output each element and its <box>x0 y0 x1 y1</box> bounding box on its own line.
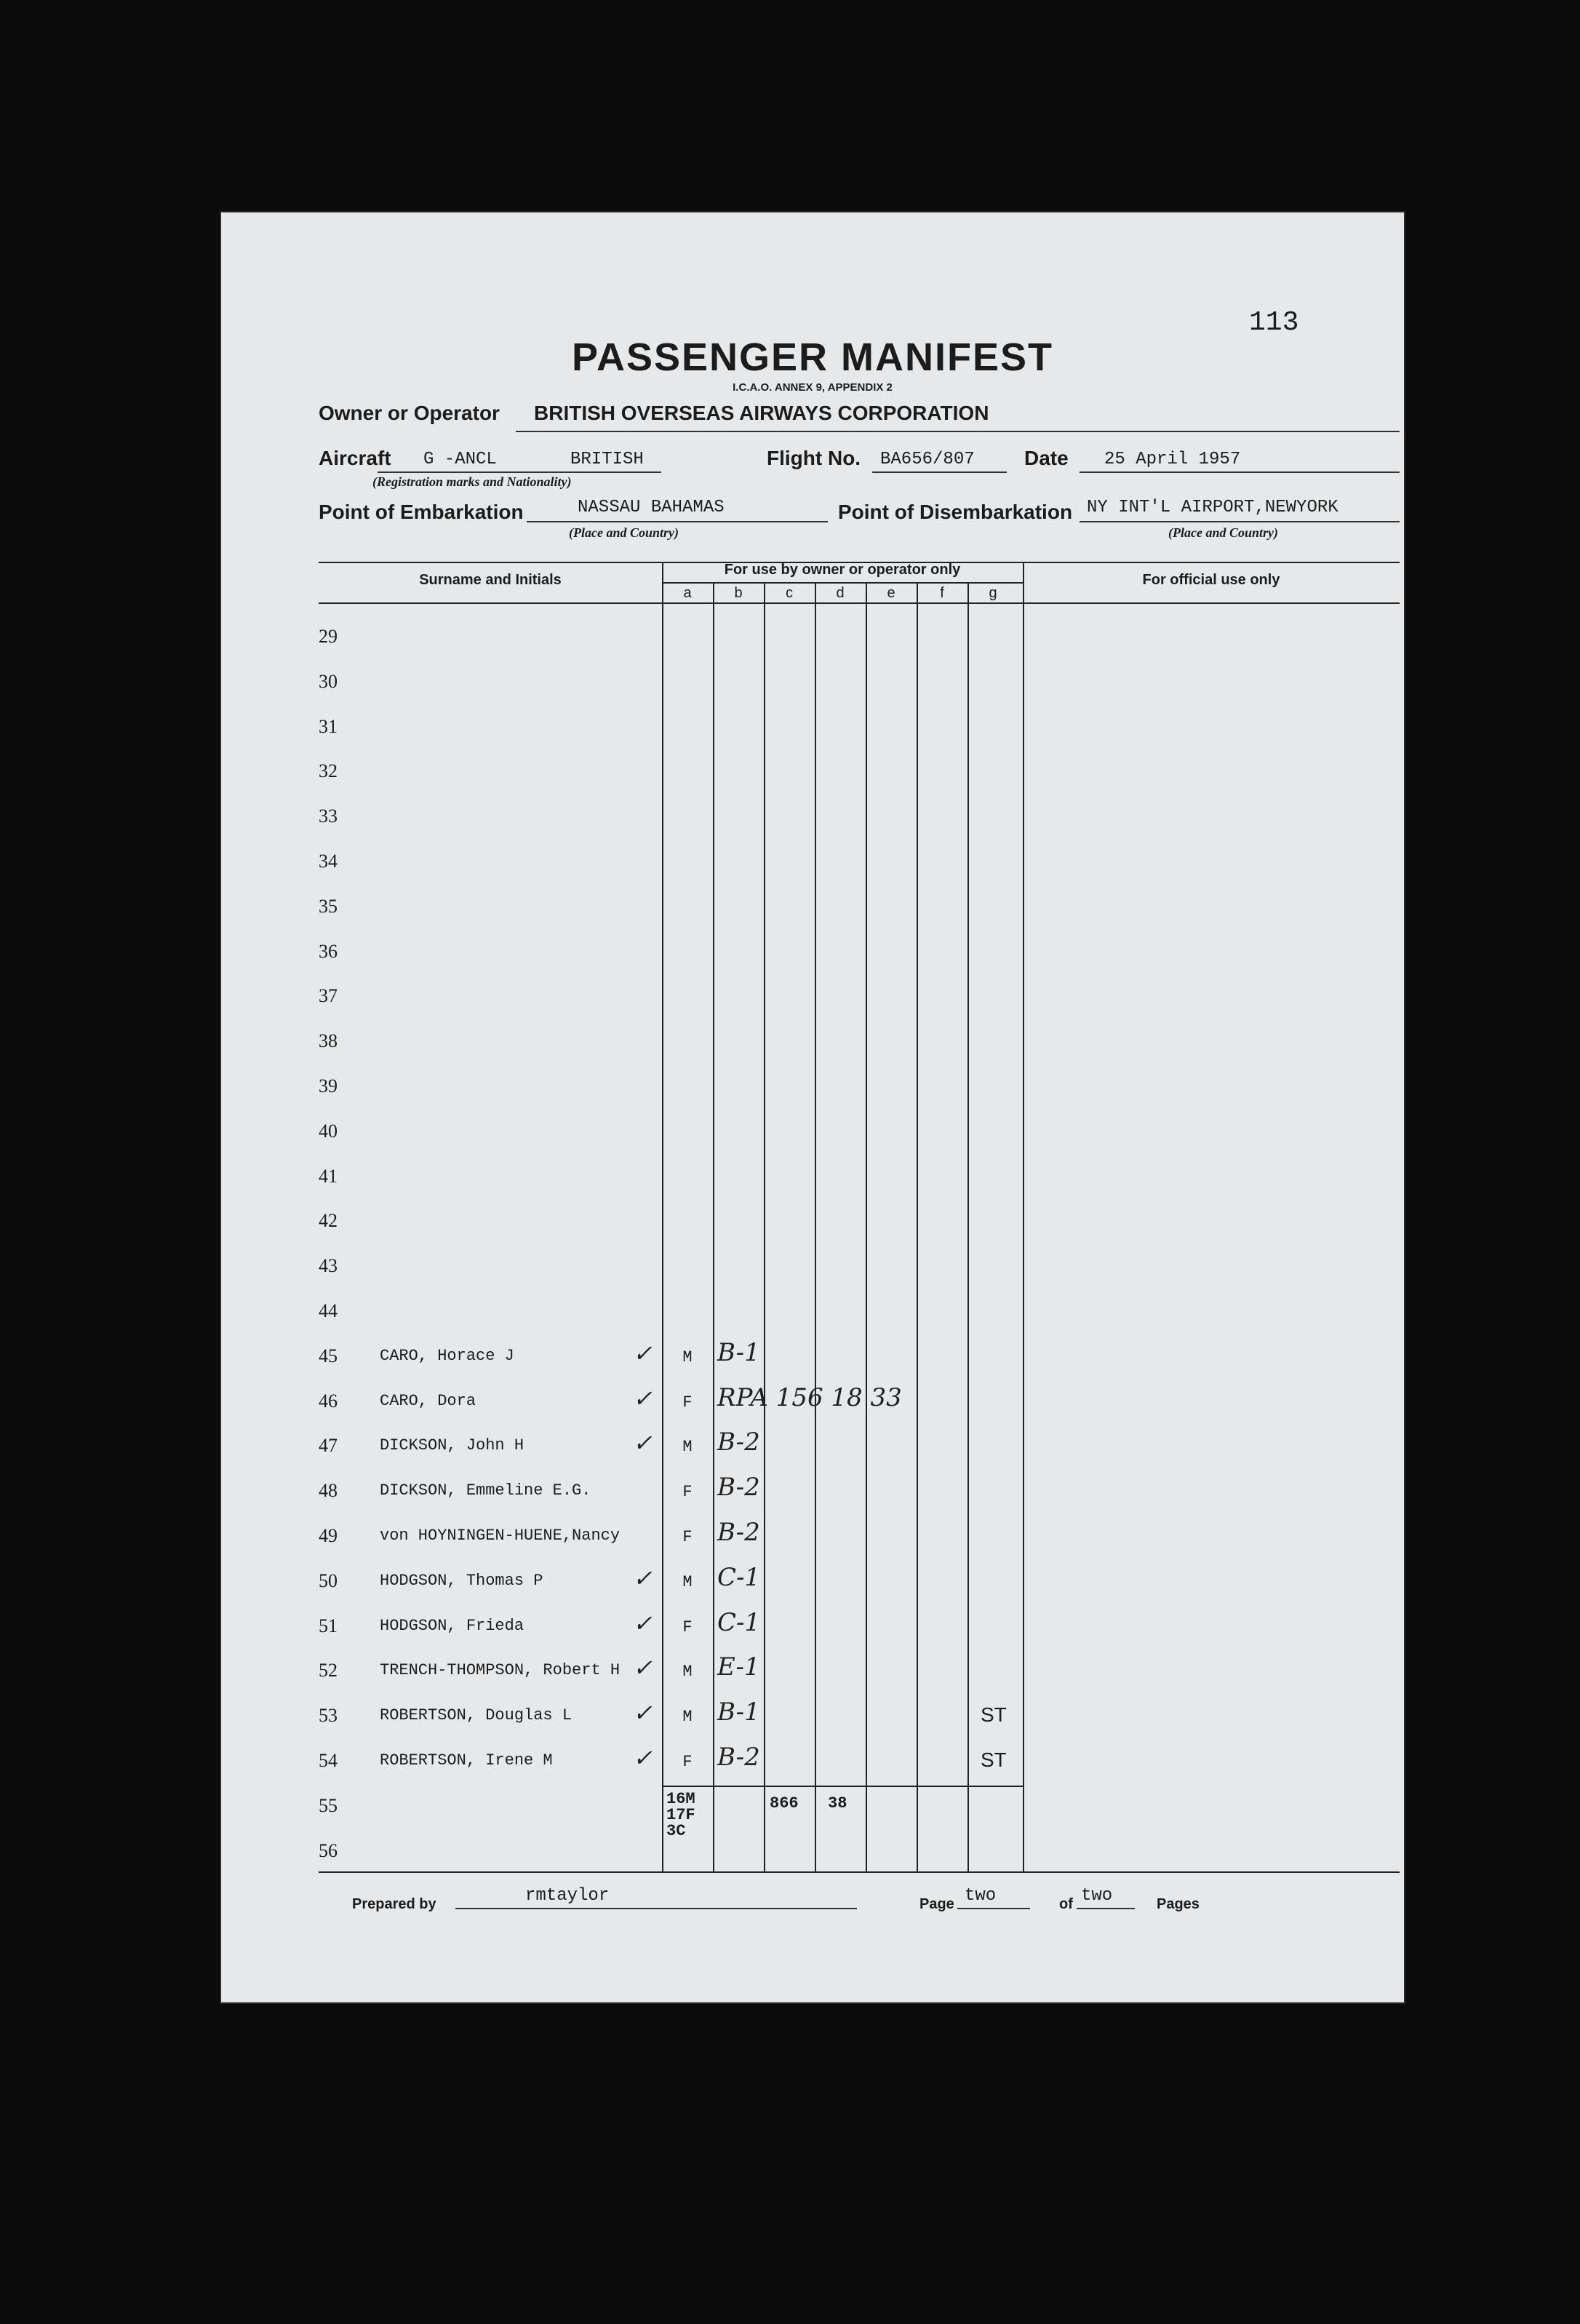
embarkation-value: NASSAU BAHAMAS <box>578 498 725 517</box>
table-header-rule <box>319 602 1400 604</box>
prepared-label: Prepared by <box>352 1896 436 1912</box>
passenger-sex: F <box>682 1617 693 1636</box>
header-surname: Surname and Initials <box>419 572 562 588</box>
of-label: of <box>1059 1896 1073 1912</box>
check-mark: ✓ <box>633 1384 653 1412</box>
table-row <box>319 1562 1400 1607</box>
aircraft-label: Aircraft <box>319 447 391 469</box>
prepared-underline <box>455 1908 857 1909</box>
page-underline <box>957 1908 1030 1909</box>
passenger-sex: M <box>682 1438 693 1457</box>
manifest-table <box>319 562 1400 1871</box>
manifest-sheet <box>221 212 1404 2002</box>
seat-code: B-1 <box>717 1698 760 1727</box>
row-number: 51 <box>319 1615 338 1636</box>
row-number: 52 <box>319 1660 338 1682</box>
row-number: 49 <box>319 1525 338 1546</box>
table-row <box>319 1382 1400 1427</box>
total-d: 38 <box>828 1794 847 1812</box>
disembarkation-underline <box>1080 521 1400 522</box>
header-official: For official use only <box>1142 572 1280 588</box>
row-number: 42 <box>319 1210 338 1232</box>
col-letter-c: c <box>786 585 793 601</box>
total-c: 866 <box>770 1794 799 1812</box>
aircraft-underline <box>378 471 661 473</box>
aircraft-nationality: BRITISH <box>570 450 644 469</box>
seat-code: C-1 <box>717 1562 761 1592</box>
table-row <box>319 1337 1400 1382</box>
faint-stamp <box>1240 233 1242 244</box>
passenger-name: HODGSON, Thomas P <box>380 1571 543 1590</box>
table-row <box>319 1473 1400 1516</box>
row-number: 54 <box>319 1750 338 1771</box>
seat-code: B-2 <box>717 1518 760 1547</box>
date-value: 25 April 1957 <box>1104 450 1241 469</box>
seat-code: B-2 <box>717 1743 760 1772</box>
aircraft-note: (Registration marks and Nationality) <box>372 474 572 489</box>
disembarkation-value: NY INT'L AIRPORT,NEWYORK <box>1087 498 1338 517</box>
passenger-name: von HOYNINGEN-HUENE,Nancy <box>380 1527 621 1545</box>
row-number: 40 <box>319 1120 338 1142</box>
flight-value: BA656/807 <box>880 450 975 469</box>
header-owner-group: For use by owner or operator only <box>724 562 961 578</box>
seat-code: C-1 <box>717 1607 761 1637</box>
check-mark: ✓ <box>633 1429 653 1457</box>
row-number: 56 <box>319 1839 338 1861</box>
flight-label: Flight No. <box>767 447 861 469</box>
seat-code: RPA 156 18 33 <box>717 1382 902 1412</box>
passenger-sex: F <box>682 1393 693 1412</box>
passenger-name: CARO, Dora <box>380 1391 476 1410</box>
col-letter-d: d <box>836 585 845 601</box>
passenger-sex: F <box>682 1483 693 1502</box>
seat-code: E-1 <box>717 1652 760 1682</box>
passenger-sex: M <box>682 1572 693 1591</box>
row-number: 38 <box>319 1030 338 1052</box>
row-number: 37 <box>319 985 338 1007</box>
check-mark: ✓ <box>633 1699 653 1727</box>
disembarkation-label: Point of Disembarkation <box>838 501 1073 523</box>
row-number: 45 <box>319 1345 338 1366</box>
flight-underline <box>872 471 1007 473</box>
row-number: 41 <box>319 1165 338 1187</box>
passenger-name: ROBERTSON, Irene M <box>380 1751 553 1770</box>
col-letter-g: g <box>989 585 997 601</box>
disembarkation-note: (Place and Country) <box>1168 525 1278 540</box>
table-row <box>319 1607 1400 1652</box>
aircraft-registration: G -ANCL <box>423 450 497 469</box>
row-number: 29 <box>319 626 338 647</box>
date-underline <box>1080 471 1400 473</box>
row-number: 53 <box>319 1705 338 1727</box>
row-number: 31 <box>319 715 338 737</box>
passenger-name: HODGSON, Frieda <box>380 1616 524 1635</box>
row-number: 50 <box>319 1569 338 1591</box>
column-g-code: ST <box>981 1703 1007 1727</box>
table-bottom-rule <box>319 1871 1400 1873</box>
column-g-code: ST <box>981 1748 1007 1771</box>
total-a-male: 16M <box>666 1790 695 1808</box>
check-mark: ✓ <box>633 1339 653 1367</box>
embarkation-note: (Place and Country) <box>569 525 679 540</box>
owner-underline <box>516 431 1400 432</box>
row-number: 34 <box>319 851 338 872</box>
total-a <box>666 1791 695 1839</box>
prepared-value: rmtaylor <box>525 1886 610 1906</box>
row-number: 46 <box>319 1390 338 1412</box>
passenger-sex: F <box>682 1753 693 1771</box>
row-number: 32 <box>319 760 338 782</box>
row-number: 43 <box>319 1255 338 1277</box>
passenger-name: TRENCH-THOMPSON, Robert H <box>380 1661 621 1680</box>
page-title: PASSENGER MANIFEST <box>571 335 1054 379</box>
embarkation-label: Point of Embarkation <box>319 501 524 523</box>
date-label: Date <box>1024 447 1069 469</box>
passenger-name: DICKSON, John H <box>380 1436 524 1455</box>
table-row <box>319 1743 1400 1786</box>
seat-code: B-2 <box>717 1428 760 1457</box>
passenger-sex: M <box>682 1708 693 1727</box>
seat-code: B-2 <box>717 1473 760 1503</box>
table-row <box>319 1652 1400 1696</box>
pages-label: Pages <box>1157 1896 1200 1912</box>
page-label: Page <box>919 1896 954 1912</box>
seat-code: B-1 <box>717 1337 760 1367</box>
page-subtitle: I.C.A.O. ANNEX 9, APPENDIX 2 <box>733 381 893 394</box>
of-value: two <box>1081 1886 1113 1906</box>
owner-label: Owner or Operator <box>319 402 500 424</box>
embarkation-underline <box>527 521 828 522</box>
check-mark: ✓ <box>633 1564 653 1592</box>
passenger-name: CARO, Horace J <box>380 1346 514 1365</box>
col-letter-b: b <box>734 585 743 601</box>
total-a-children: 3C <box>666 1822 686 1840</box>
of-underline <box>1077 1908 1135 1909</box>
col-letter-e: e <box>887 585 895 601</box>
row-number: 48 <box>319 1480 338 1502</box>
check-mark: ✓ <box>633 1609 653 1637</box>
passenger-name: ROBERTSON, Douglas L <box>380 1706 572 1725</box>
page-number: 113 <box>1249 307 1299 338</box>
check-mark: ✓ <box>633 1654 653 1682</box>
page-value: two <box>965 1886 997 1906</box>
row-number: 39 <box>319 1075 338 1097</box>
row-number: 55 <box>319 1794 338 1816</box>
owner-value: BRITISH OVERSEAS AIRWAYS CORPORATION <box>534 402 989 424</box>
row-number: 44 <box>319 1300 338 1321</box>
col-letter-a: a <box>683 585 692 601</box>
row-number: 47 <box>319 1435 338 1457</box>
passenger-name: DICKSON, Emmeline E.G. <box>380 1481 591 1500</box>
row-number: 36 <box>319 940 338 962</box>
table-row <box>319 1518 1400 1561</box>
col-letter-f: f <box>940 585 944 601</box>
total-a-female: 17F <box>666 1806 695 1824</box>
passenger-sex: M <box>682 1663 693 1682</box>
check-mark: ✓ <box>633 1744 653 1772</box>
table-row <box>319 1428 1400 1471</box>
row-number: 35 <box>319 895 338 917</box>
row-number: 33 <box>319 805 338 827</box>
passenger-sex: F <box>682 1528 693 1546</box>
passenger-sex: M <box>682 1348 693 1366</box>
row-number: 30 <box>319 670 338 692</box>
table-row <box>319 1698 1400 1741</box>
